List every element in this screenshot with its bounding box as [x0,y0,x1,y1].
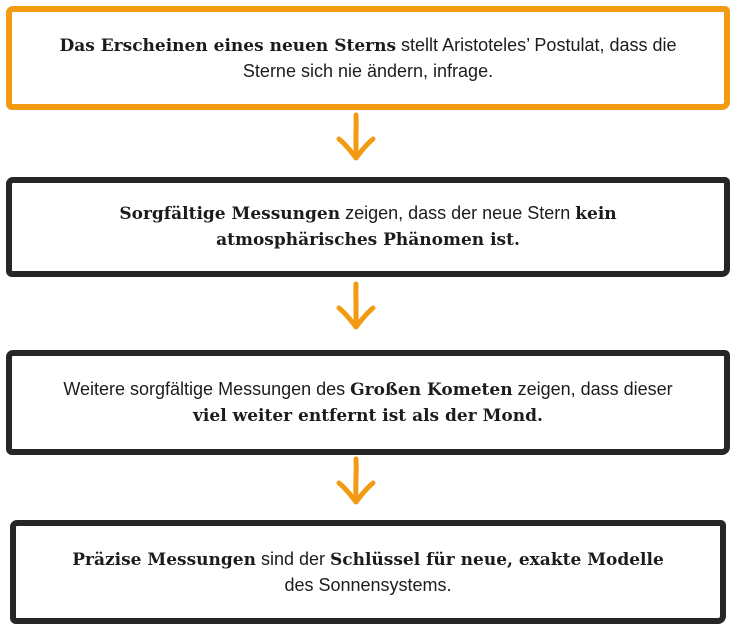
step-plain-comet-b: zeigen, dass dieser [512,378,673,399]
step-bold-farther-than-moon: viel weiter entfernt ist als der Mond. [193,405,543,426]
step-plain-comet-a: Weitere sorgfältige Messungen des [63,378,351,399]
step-box-comet [6,350,730,455]
step-box-precise-measurements [10,520,726,624]
step-plain-precise-a: sind der [255,548,330,569]
step-bold-new-star: Das Erscheinen eines neuen Sterns [59,35,397,56]
down-arrow-icon [334,112,378,164]
step-box-new-star [6,6,730,110]
step-text-precise [16,547,720,598]
step-plain-new-star: stellt Aristoteles’ Postulat, dass die Sterne sich nie ändern, infrage. [242,34,677,81]
step-plain-precise-b: des Sonnensystems. [284,574,452,595]
step-text-new-star [12,33,724,84]
down-arrow-icon [334,281,378,333]
step-bold-comet: Großen Kometen [350,379,513,400]
step-bold-key-models: Schlüssel für neue, exakte Modelle [329,549,664,570]
down-arrow-icon [334,456,378,508]
step-box-measurements [6,177,730,277]
step-text-measurements [12,201,724,253]
step-bold-measurements: Sorgfältige Messungen [119,204,341,224]
step-plain-measurements: zeigen, dass der neue Stern [340,203,576,223]
step-bold-no-atmosphere: kein atmosphärisches Phänomen ist. [216,204,617,250]
step-text-comet [12,377,724,429]
step-bold-precise: Präzise Messungen [72,549,256,570]
